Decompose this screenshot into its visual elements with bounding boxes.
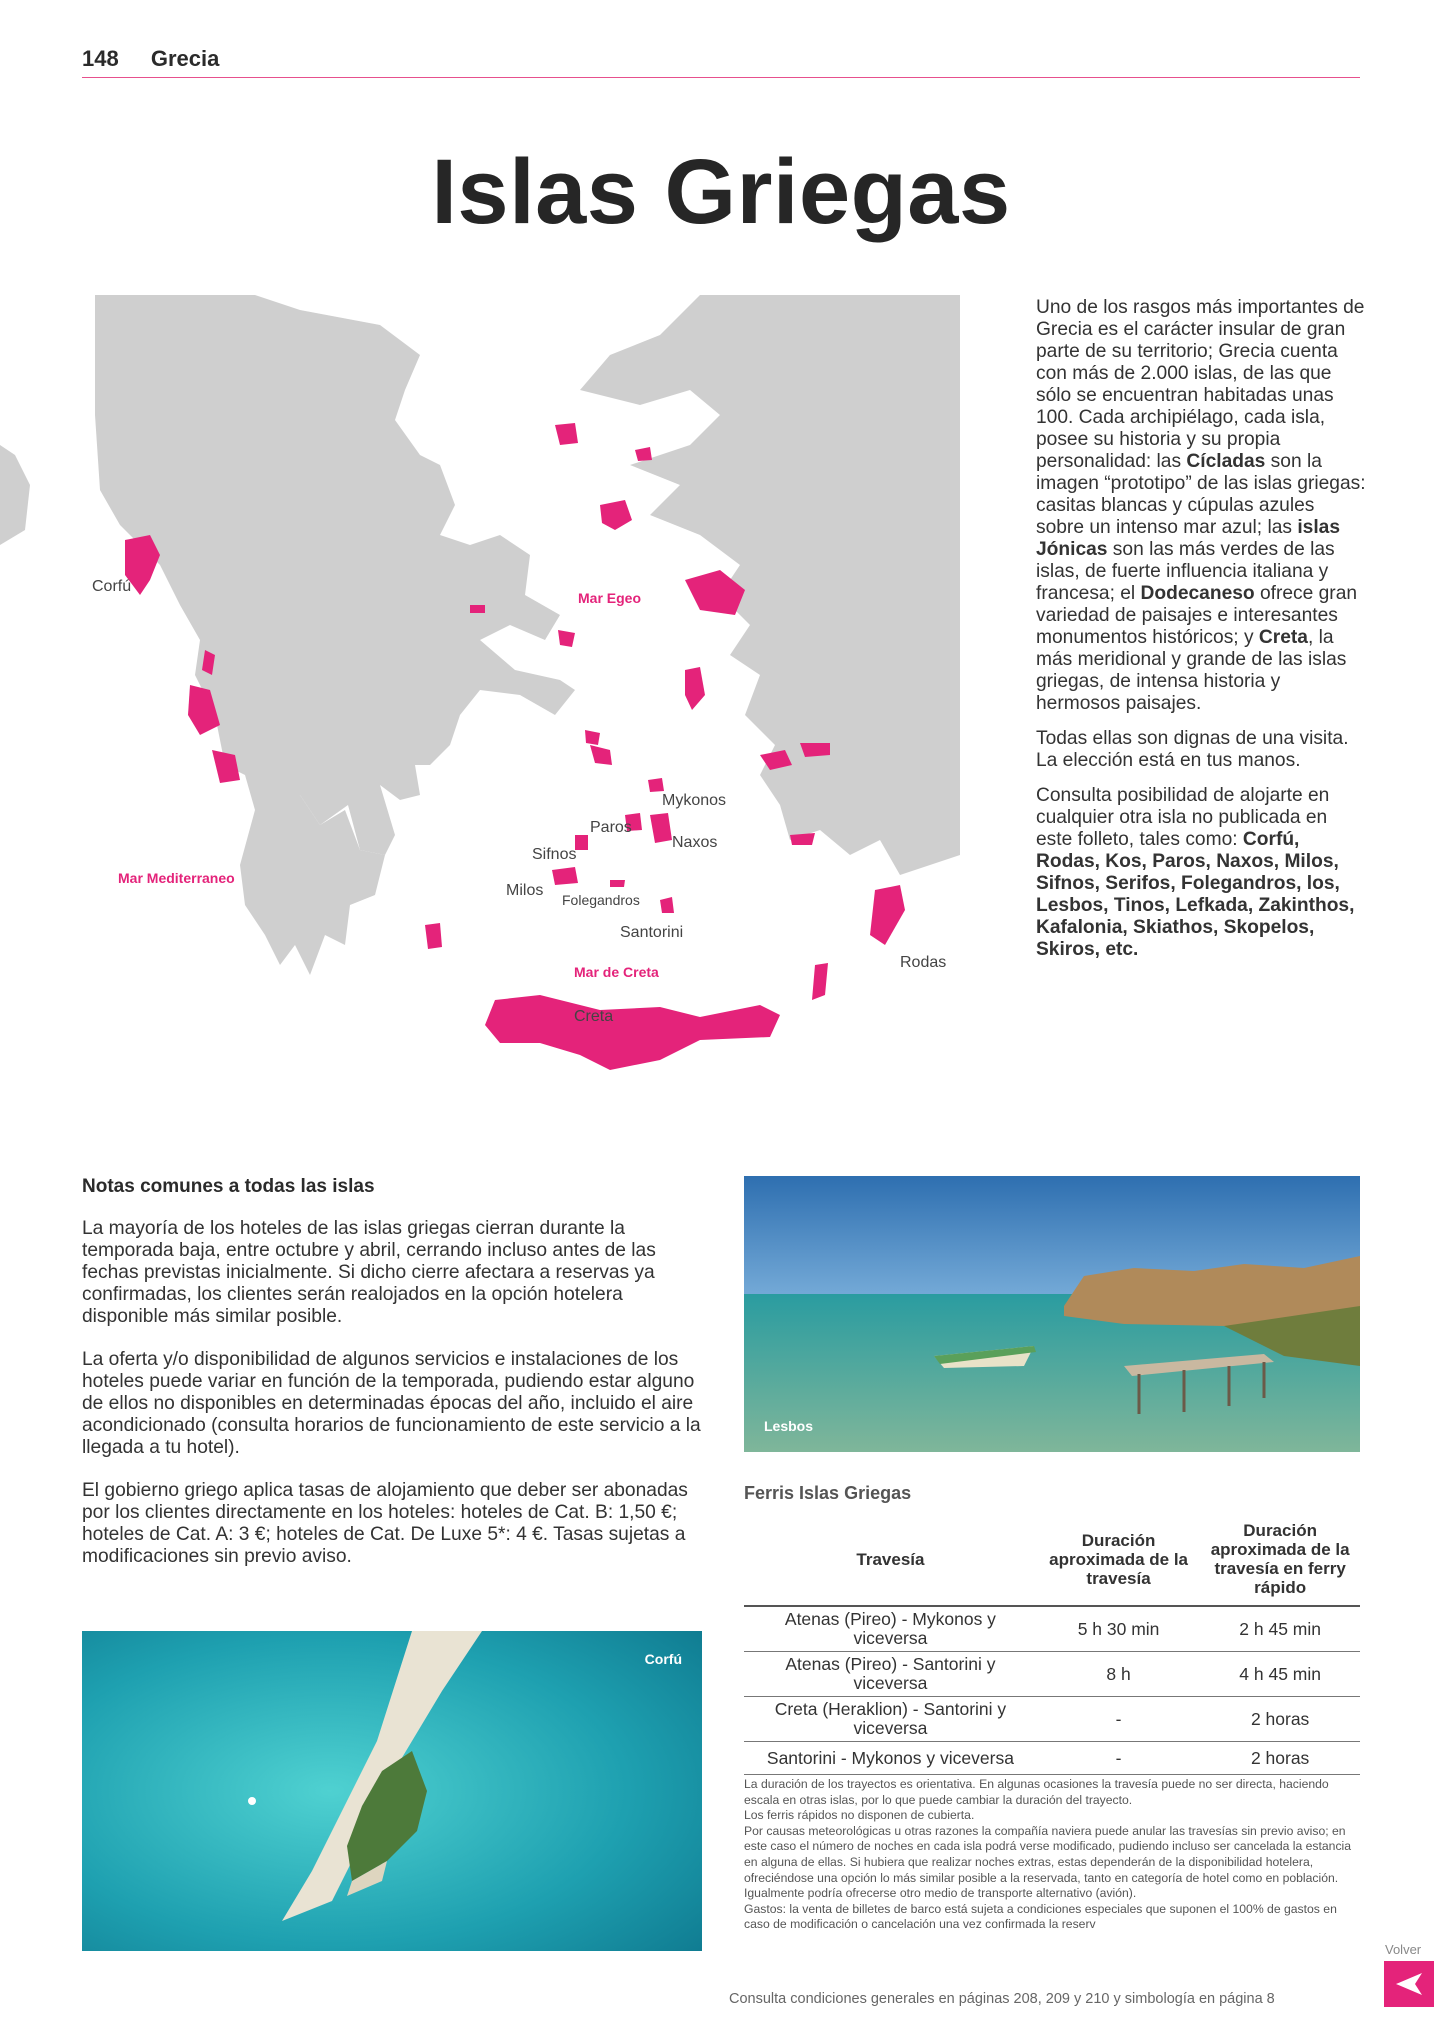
lesbos-photo-caption: Lesbos [764, 1418, 814, 1434]
highlight-island-list: Corfú, Rodas, Kos, Paros, Naxos, Milos, Sifnos, Serifos, Folegandros, los, Lesbos, Tinos, Lefkada, Zakinthos, Kafalonia, Skiathos, Skopelos, Skiros, etc. [1036, 829, 1355, 960]
intro-text-span: ofrece gran variedad de paisajes e interesantes monumentos históricos; y [1036, 583, 1358, 648]
ferris-duration-fast: 2 horas [1200, 1697, 1360, 1742]
page-number: 148 [82, 46, 119, 71]
ferris-duration-fast: 2 horas [1200, 1742, 1360, 1775]
ferris-title: Ferris Islas Griegas [744, 1483, 912, 1503]
map-label-creta: Creta [574, 1008, 614, 1025]
island-mykonos [648, 778, 664, 792]
intro-text-span: , la más meridional y grande de las islas griegas, de intensa historia y hermosos paisajes. [1036, 627, 1347, 714]
table-row [744, 1742, 1360, 1775]
page-title: Islas Griegas [431, 141, 1011, 243]
ferris-col-travesia: Travesía [744, 1515, 1037, 1606]
ferris-fine-print [744, 1777, 1360, 1933]
corfu-photo-caption: Corfú [644, 1651, 682, 1667]
map-label-rodas: Rodas [900, 954, 947, 971]
island-samos [800, 743, 830, 757]
island-chios [685, 667, 705, 710]
intro-paragraph-2: Todas ellas son dignas de una visita. La elección está en tus manos. [1036, 728, 1349, 771]
page-header [82, 46, 219, 72]
fine-print-line: Gastos: la venta de billetes de barco está sujeta a condiciones especiales que suponen el 100% de gastos en caso de modificación o cancelación una vez confirmada la reserv [744, 1901, 1337, 1932]
map-label-naxos: Naxos [672, 834, 718, 851]
map-land-turkey [580, 295, 960, 875]
map-label-milos: Milos [506, 882, 544, 899]
map-label-folegandros: Folegandros [562, 892, 640, 908]
map-label-corfu: Corfú [92, 578, 132, 595]
island-karpathos [812, 963, 828, 1000]
table-row [744, 1652, 1360, 1697]
highlight-islas-jonicas: islas Jónicas [1036, 517, 1340, 560]
ferris-col-duracion-rapido: Duración aproximada de la travesía en ferry rápido [1200, 1515, 1360, 1606]
corfu-photo-art [82, 1631, 702, 1951]
intro-paragraph-1 [1036, 297, 1366, 715]
table-row [744, 1697, 1360, 1742]
intro-text-span: Uno de los rasgos más importantes de Grecia es el carácter insular de gran parte de su territorio; Grecia cuenta con más de 2.000 islas, de las que sólo se encuentran habitadas unas 100. Cada archipiélago, cada isla, posee su historia y su propia personalidad: las [1036, 297, 1365, 472]
ferris-duration: - [1037, 1742, 1200, 1775]
volver-label: Volver [1385, 1942, 1422, 1957]
notes-title: Notas comunes a todas las islas [82, 1176, 375, 1197]
ferris-header-row [744, 1515, 1360, 1606]
ferris-route: Creta (Heraklion) - Santorini y viceversa [744, 1697, 1037, 1742]
header-divider [82, 77, 1360, 78]
map-label-sifnos: Sifnos [532, 846, 577, 863]
island-naxos [650, 813, 672, 843]
ferris-route: Santorini - Mykonos y viceversa [744, 1742, 1037, 1775]
intro-text-span: Consulta posibilidad de alojarte en cualquier otra isla no publicada en este folleto, tales como: [1036, 785, 1330, 850]
ferris-duration: 5 h 30 min [1037, 1606, 1200, 1652]
intro-text-span: son la imagen “prototipo” de las islas griegas: casitas blancas y cúpulas azules sobre un intenso mar azul; las [1036, 451, 1366, 538]
ferris-route: Atenas (Pireo) - Santorini y viceversa [744, 1652, 1037, 1697]
map-label-santorini: Santorini [620, 924, 684, 941]
map-svg [0, 295, 960, 1115]
island-crete [485, 995, 780, 1070]
map-label-mar-mediterraneo: Mar Mediterraneo [118, 870, 235, 886]
intro-text-span: son las más verdes de las islas, de fuerte influencia italiana y francesa; el [1036, 539, 1335, 604]
table-row [744, 1606, 1360, 1652]
notes-paragraph-3: El gobierno griego aplica tasas de alojamiento que deber ser abonadas por los clientes directamente en los hoteles: hoteles de Cat. B: 1,50 €; hoteles de Cat. A: 3 €; hoteles de Cat. De Luxe 5*: 4 €. Tasas sujetas a modificaciones sin previo aviso. [82, 1480, 688, 1567]
ferris-duration: 8 h [1037, 1652, 1200, 1697]
island-rhodes [870, 885, 905, 945]
island-thasos [555, 423, 578, 445]
intro-text [1036, 297, 1366, 974]
map-label-mykonos: Mykonos [662, 792, 727, 809]
island-folegandros [610, 880, 625, 887]
lesbos-photo [744, 1176, 1360, 1452]
island-kos [790, 833, 815, 845]
island-sifnos [575, 835, 588, 850]
ferris-duration-fast: 2 h 45 min [1200, 1606, 1360, 1652]
island-skiathos [470, 605, 485, 613]
intro-paragraph-3 [1036, 785, 1366, 961]
island-santorini [660, 897, 674, 913]
island-samothrace [635, 447, 652, 461]
ferris-duration-fast: 4 h 45 min [1200, 1652, 1360, 1697]
notes-paragraph-2: La oferta y/o disponibilidad de algunos servicios e instalaciones de los hoteles puede variar en función de la temporada, pudiendo estar alguno de ellos no disponibles en determinadas épocas del año, incluido el aire acondicionado (consulta horarios de funcionamiento de este servicio a la llegada a tu hotel). [82, 1349, 701, 1458]
highlight-dodecaneso: Dodecaneso [1140, 583, 1255, 604]
island-tinos [590, 745, 612, 765]
volver-button[interactable] [1384, 1961, 1434, 2007]
highlight-creta: Creta [1258, 627, 1308, 648]
notes-paragraph-1: La mayoría de los hoteles de las islas griegas cierran durante la temporada baja, entre octubre y abril, cerrando incluso antes de las fechas previstas inicialmente. Si dicho cierre afectara a reservas ya confirmadas, los clientes serán realojados en la opción hotelera disponible más similar posible. [82, 1218, 656, 1327]
highlight-cicladas: Cícladas [1186, 451, 1266, 472]
fine-print-line: Por causas meteorológicas u otras razones la compañía naviera puede anular las travesías sin previo aviso; en este caso el número de noches en cada isla podrá verse modificado, pudiendo incluso ser cancelada la estancia en alguna de ellas. Si hubiera que realizar noches extras, estas dependerán de la disponibilidad hotelera, ofreciéndose una opción lo más similar posible a la reservada, tanto en categoría de hotel como en población. Igualmente podría ofrecerse otro medio de transporte alternativo (avión). [744, 1823, 1352, 1901]
island-milos [552, 867, 578, 885]
island-skyros [558, 630, 575, 647]
map-land-west [95, 295, 575, 855]
fine-print-line: La duración de los trayectos es orientativa. En algunas ocasiones la travesía puede no ser directa, haciendo escala en otras islas, por lo que puede cambiar la duración del trayecto. [744, 1777, 1329, 1807]
fine-print-line: Los ferris rápidos no disponen de cubierta. [744, 1808, 975, 1823]
ferris-col-duracion: Duración aproximada de la travesía [1037, 1515, 1200, 1606]
ferris-table [744, 1515, 1360, 1775]
island-kythira [425, 923, 442, 949]
map-land-italy [0, 445, 30, 545]
lesbos-photo-art [744, 1176, 1360, 1452]
section-name: Grecia [150, 46, 220, 71]
back-arrow-icon [1384, 1961, 1434, 2007]
footer-conditions: Consulta condiciones generales en páginas 208, 209 y 210 y simbología en página 8 [729, 1991, 1275, 2007]
ferris-duration: - [1037, 1697, 1200, 1742]
corfu-photo [82, 1631, 702, 1951]
map-label-mar-de-creta: Mar de Creta [574, 964, 659, 980]
ferris-route: Atenas (Pireo) - Mykonos y viceversa [744, 1606, 1037, 1652]
greece-islands-map [0, 295, 960, 1115]
map-label-paros: Paros [590, 819, 632, 836]
island-lemnos [600, 500, 632, 530]
map-label-mar-egeo: Mar Egeo [578, 590, 642, 606]
island-andros [585, 730, 600, 745]
notes-section [82, 1176, 702, 1589]
